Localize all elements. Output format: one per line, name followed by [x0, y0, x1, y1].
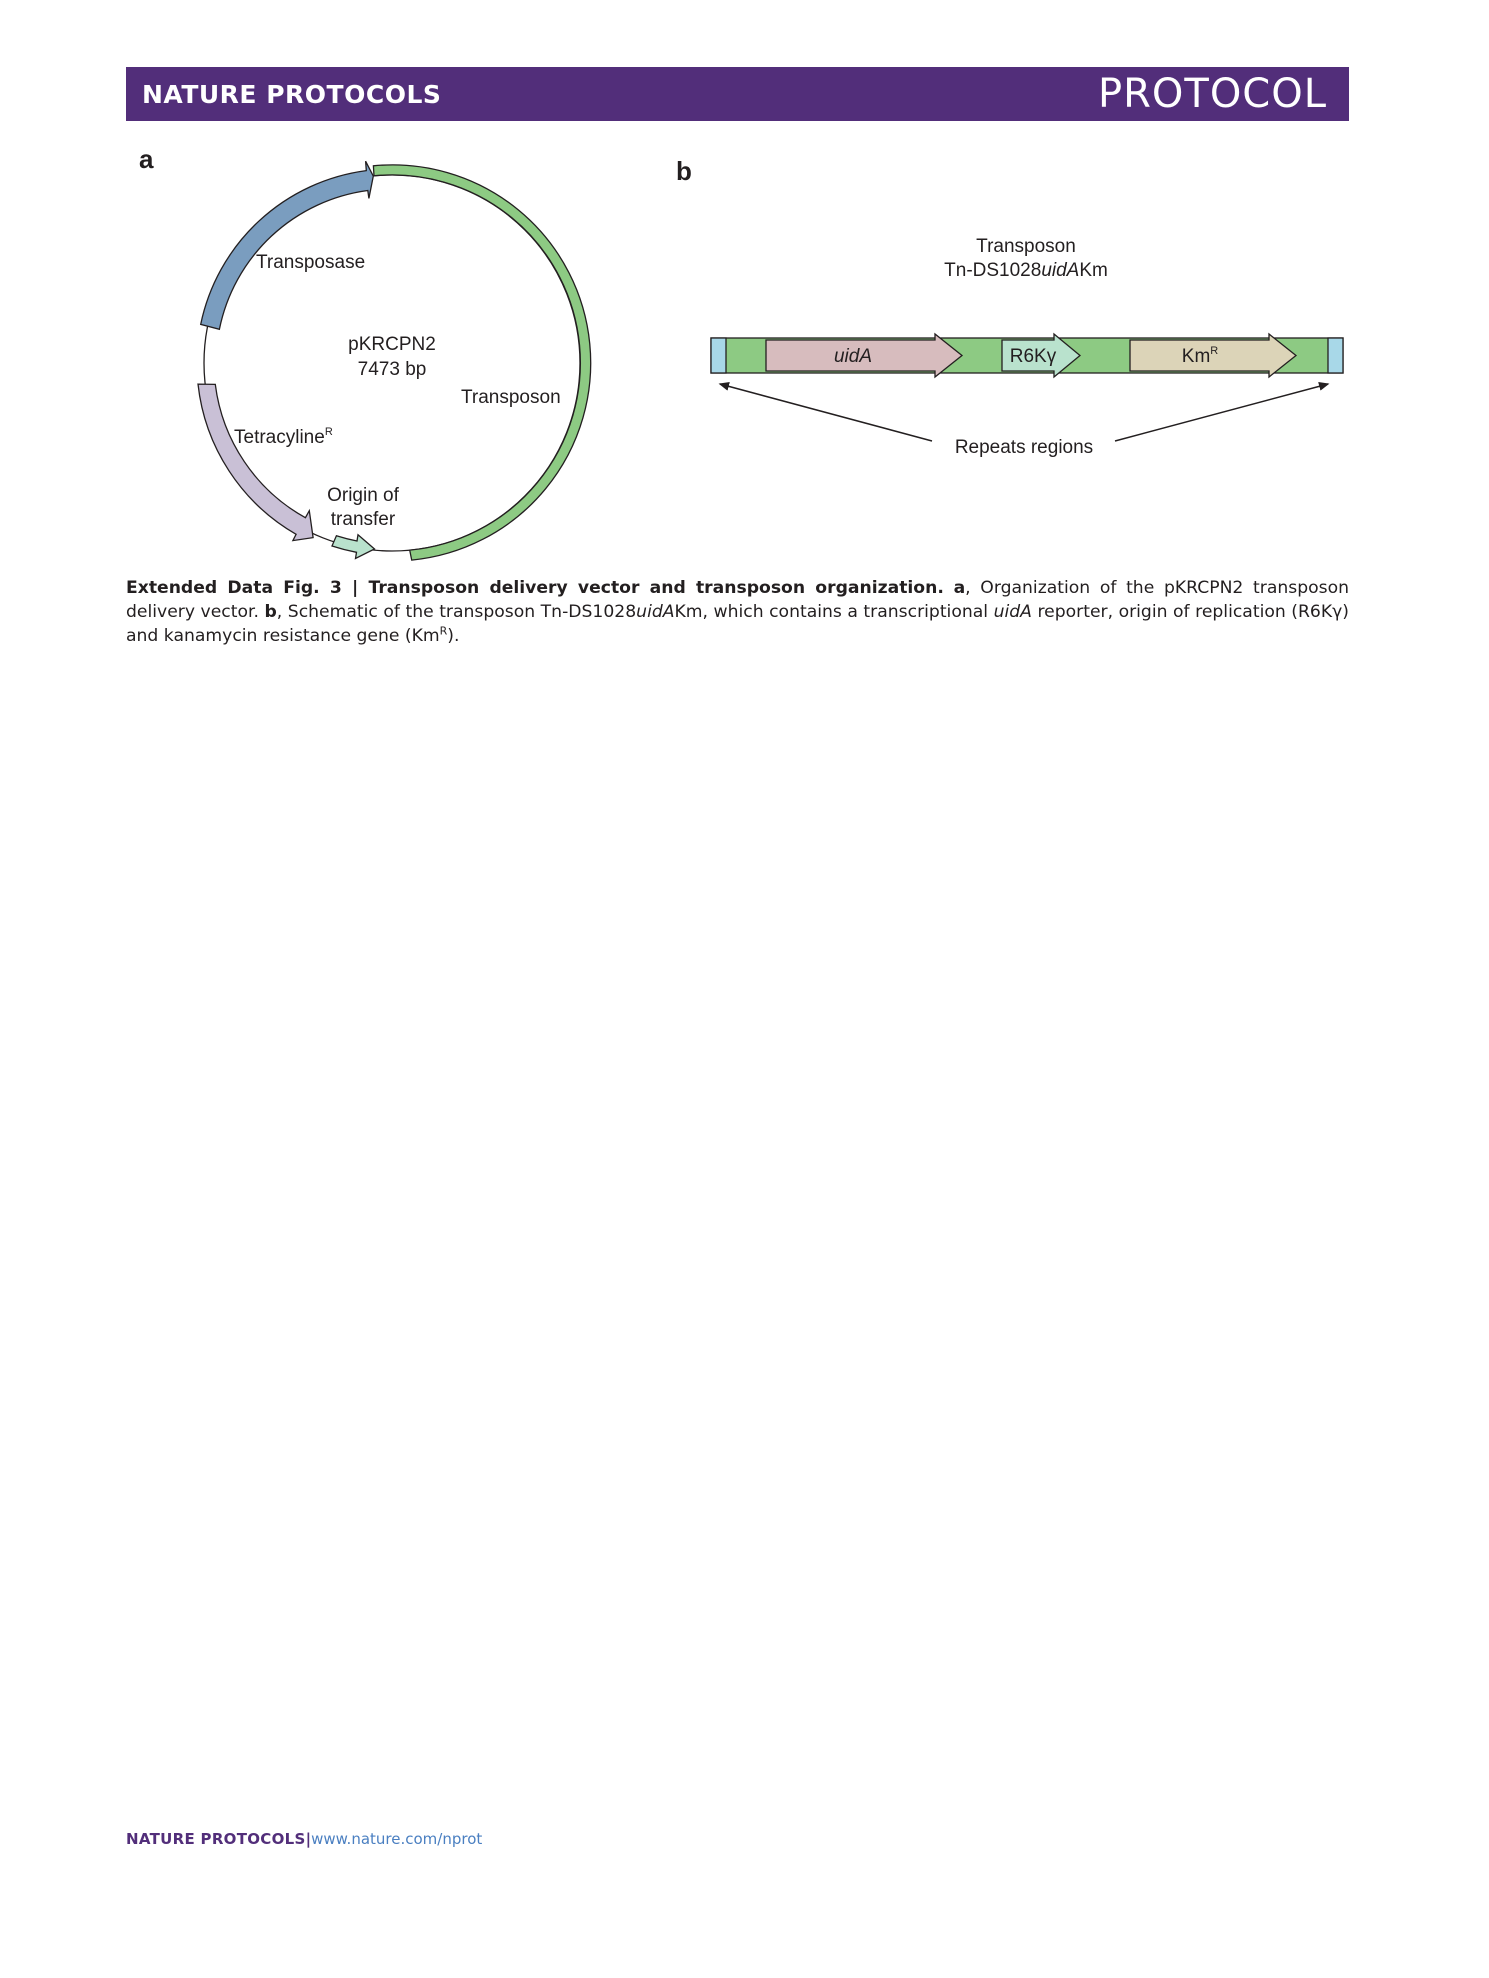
km-label: $Km^R$ [1181, 345, 1219, 367]
footer-separator: | [305, 1830, 312, 1848]
caption-b-text1: , Schematic of the transposon Tn-DS1028 [276, 602, 637, 622]
right-repeat-region [1328, 338, 1343, 373]
transposase-label: Transposase [256, 252, 366, 273]
caption-b-italic2: uidA [993, 602, 1032, 622]
caption-b-text4: ). [447, 626, 460, 646]
origin-of-transfer-arrow [332, 535, 375, 559]
page-footer [126, 1830, 482, 1848]
figure-transposon-organization [0, 0, 1489, 570]
transposon-title-line2: Tn-DS1028uidAKm [944, 260, 1108, 281]
caption-b-label: b [264, 602, 277, 622]
origin-label-line2: transfer [330, 509, 396, 530]
article-type: PROTOCOL [1097, 71, 1327, 117]
transposon-label: Transposon [461, 387, 561, 408]
caption-a-label: a [953, 578, 966, 598]
plasmid-name: pKRCPN2 [348, 334, 436, 355]
caption-b-text2: Km, which contains a transcriptional [674, 602, 989, 622]
tetracycline-label: Tetracyline$^R$ [234, 426, 333, 448]
repeat-pointer-left [720, 384, 932, 441]
repeats-regions-label: Repeats regions [954, 437, 1094, 458]
caption-b-text3: reporter, origin of replication (R6Kγ) and kanamycin resistance gene (Km [126, 602, 1350, 646]
panel-a-label: a [139, 144, 154, 174]
origin-label-line1: Origin of [327, 485, 399, 506]
panel-b-label: b [676, 156, 692, 186]
transposon-title-line1: Transposon [976, 236, 1076, 257]
footer-journal-name: NATURE PROTOCOLS [126, 1830, 306, 1848]
footer-url-link[interactable]: www.nature.com/nprot [311, 1830, 483, 1848]
repeat-pointer-right [1115, 384, 1328, 441]
caption-figure-label: Extended Data Fig. 3 | Transposon delivery vector and transposon organization. [126, 578, 944, 598]
caption-b-sup: R [439, 624, 448, 638]
left-repeat-region [711, 338, 726, 373]
journal-name: NATURE PROTOCOLS [142, 80, 442, 109]
caption-b-italic1: uidA [636, 602, 675, 622]
figure-caption [126, 576, 1349, 648]
caption-a-text: , Organization of the pKRCPN2 transposon delivery vector. [126, 578, 1350, 622]
r6k-label: R6Kγ [1009, 346, 1057, 367]
plasmid-size: 7473 bp [357, 359, 427, 380]
tetracycline-arrow [198, 384, 313, 540]
transposase-arrow [201, 161, 374, 329]
uidA-gene-label: uidA [833, 346, 873, 367]
